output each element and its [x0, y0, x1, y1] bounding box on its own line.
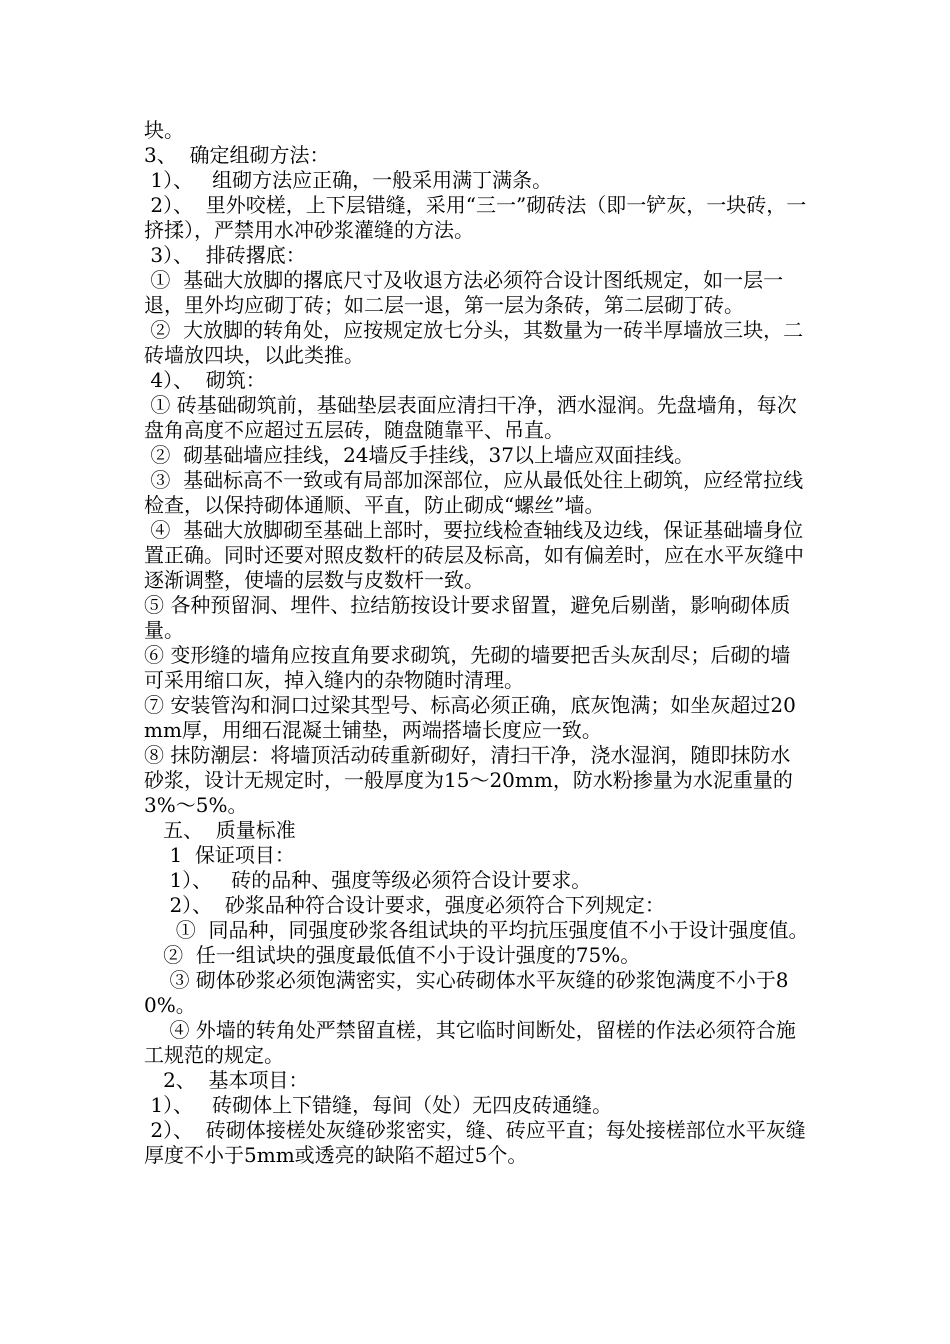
list-item: ⑧ 抹防潮层：将墙顶活动砖重新砌好，清扫干净，浇水湿润，随即抹防水砂浆，设计无规定时，一般厚度为15～20mm，防水粉掺量为水泥重量的3%～5%。 — [144, 743, 793, 817]
list-item: 2）、 砖砌体接槎处灰缝砂浆密实，缝、砖应平直；每处接槎部位水平灰缝厚度不小于5mm或透亮的缺陷不超过5个。 — [144, 1118, 806, 1167]
list-item: 3）、 排砖撂底： — [144, 243, 306, 267]
subsection-heading: 1 保证项目： — [144, 843, 295, 867]
list-item: ③ 基础标高不一致或有局部加深部位，应从最低处往上砌筑，应经常拉线检查，以保持砌体通顺、平直，防止砌成“螺丝”墙。 — [144, 468, 804, 517]
list-item: 1）、 组砌方法应正确，一般采用满丁满条。 — [144, 168, 553, 192]
list-item: 2）、 砂浆品种符合设计要求，强度必须符合下列规定： — [144, 893, 665, 917]
list-item: ② 大放脚的转角处，应按规定放七分头，其数量为一砖半厚墙放三块，二砖墙放四块，以此类推。 — [144, 318, 804, 367]
list-item: ① 同品种，同强度砂浆各组试块的平均抗压强度值不小于设计强度值。 — [144, 918, 809, 942]
section-heading: 3、 确定组砌方法： — [144, 143, 330, 167]
list-item: ③ 砌体砂浆必须饱满密实，实心砖砌体水平灰缝的砂浆饱满度不小于80%。 — [144, 968, 789, 1017]
list-item: 1）、 砖的品种、强度等级必须符合设计要求。 — [144, 868, 592, 892]
list-item: ⑥ 变形缝的墙角应按直角要求砌筑，先砌的墙要把舌头灰刮尽；后砌的墙可采用缩口灰，掉入缝内的杂物随时清理。 — [144, 643, 791, 692]
subsection-heading: 2、 基本项目： — [144, 1068, 309, 1092]
list-item: ⑤ 各种预留洞、埋件、拉结筋按设计要求留置，避免后剔凿，影响砌体质量。 — [144, 593, 791, 642]
section-heading: 五、 质量标准 — [144, 818, 296, 842]
list-item: ④ 外墙的转角处严禁留直槎，其它临时间断处，留槎的作法必须符合施工规范的规定。 — [144, 1018, 796, 1067]
list-item: ① 基础大放脚的撂底尺寸及收退方法必须符合设计图纸规定，如一层一退，里外均应砌丁砖；如二层一退，第一层为条砖，第二层砌丁砖。 — [144, 268, 784, 317]
list-item: ② 任一组试块的强度最低值不小于设计强度的75%。 — [144, 943, 641, 967]
list-item: ① 砖基础砌筑前，基础垫层表面应清扫干净，洒水湿润。先盘墙角，每次盘角高度不应超过五层砖，随盘随靠平、吊直。 — [144, 393, 797, 442]
list-item: ⑦ 安装管沟和洞口过梁其型号、标高必须正确，底灰饱满；如坐灰超过20mm厚，用细石混凝土铺垫，两端搭墙长度应一致。 — [144, 693, 796, 742]
list-item: ④ 基础大放脚砌至基础上部时，要拉线检查轴线及边线，保证基础墙身位置正确。同时还要对照皮数杆的砖层及标高，如有偏差时，应在水平灰缝中逐渐调整，使墙的层数与皮数杆一致。 — [144, 518, 804, 592]
document-body — [144, 118, 809, 1168]
list-item: 2）、 里外咬槎，上下层错缝，采用“三一”砌砖法（即一铲灰，一块砖，一挤揉），严禁用水冲砂浆灌缝的方法。 — [144, 193, 807, 242]
list-item: 4）、 砌筑： — [144, 368, 266, 392]
paragraph: 块。 — [144, 118, 184, 142]
list-item: 1）、 砖砌体上下错缝，每间（处）无四皮砖通缝。 — [144, 1093, 613, 1117]
list-item: ② 砌基础墙应挂线，24墙反手挂线，37以上墙应双面挂线。 — [144, 443, 694, 467]
